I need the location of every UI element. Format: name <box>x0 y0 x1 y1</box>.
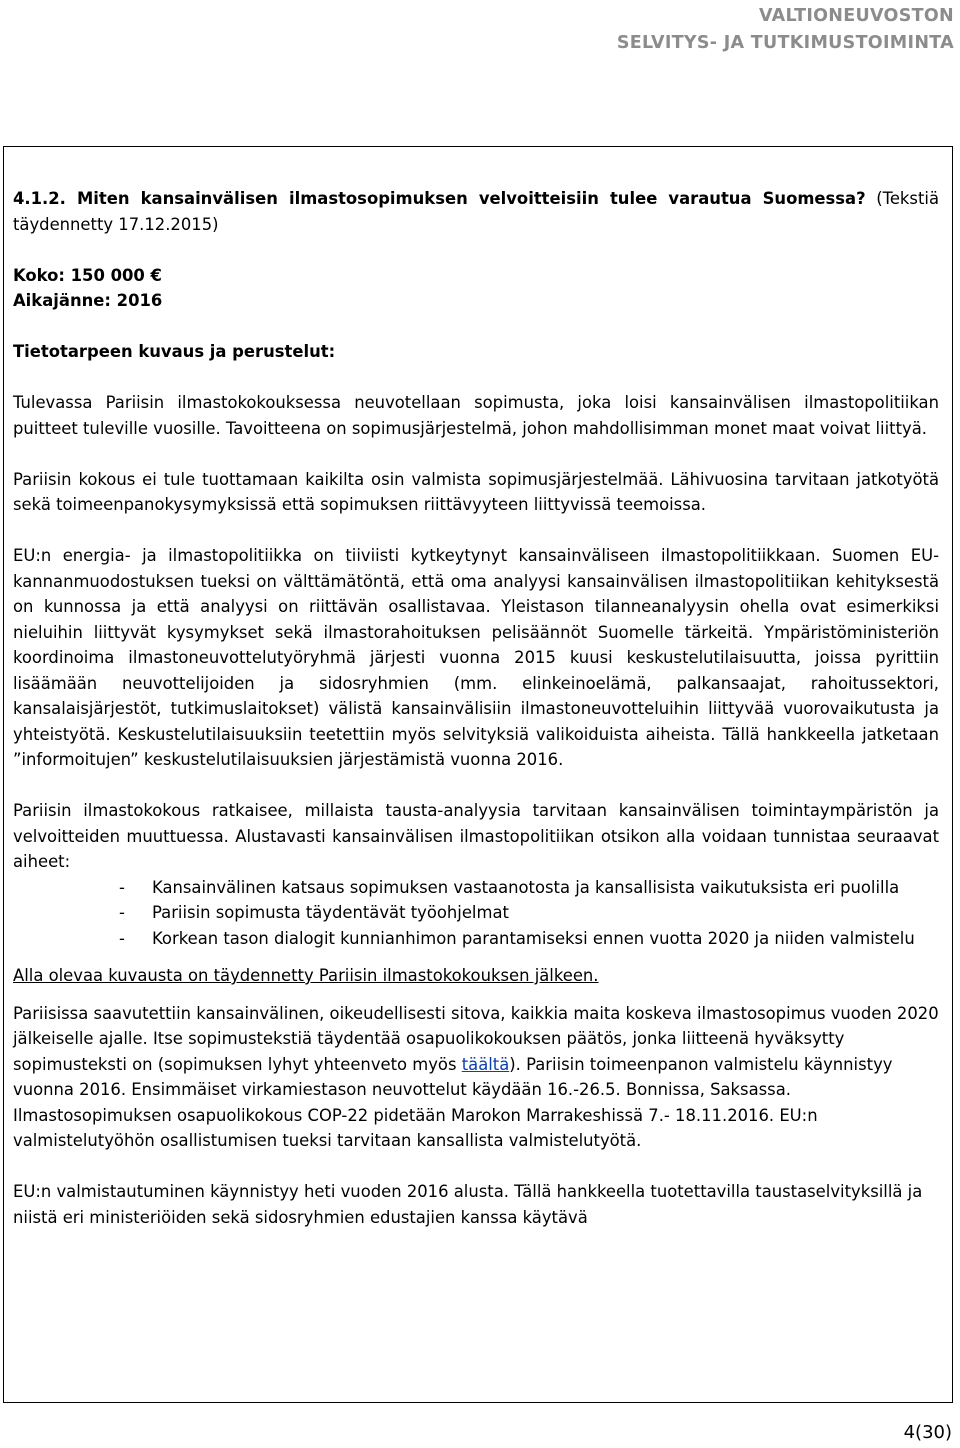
list-dash: - <box>119 903 125 922</box>
paragraph-2: Pariisin kokous ei tule tuottamaan kaikilta osin valmista sopimusjärjestelmää. Lähivuosina tarvitaan jatkotyötä sekä toimeenpanokysymyksissä että sopimuksen riittävyyteen liittyvissä teemoissa. <box>13 469 939 514</box>
paragraph-5: Pariisissa saavutettiin kansainvälinen, oikeudellisesti sitova, kaikkia maita koskeva ilmastosopimus vuoden 2020 jälkeiselle ajalle. Itse sopimustekstiä täydentää osapuolikokouksen päätös, jonka liitteenä hyväksytty sopimusteksti on (sopimuksen lyhyt yhteenveto myös täältä). Pariisin toimeenpanon valmistelu käynnistyy vuonna 2016. Ensimmäiset virkamiestason neuvottelut käydään 16.-26.5. Bonnissa, Saksassa. Ilmastosopimuksen osapuolikokous COP-22 pidetään Marokon Marrakeshissä 7.- 18.11.2016. EU:n valmistelutyöhön osallistumisen tueksi tarvitaan kansallista valmistelutyötä. <box>13 1003 939 1150</box>
list-dash: - <box>119 877 125 897</box>
list-item: - Korkean tason dialogit kunnianhimon parantamiseksi ennen vuotta 2020 ja niiden valmistelu <box>13 926 939 952</box>
paragraph-3: EU:n energia- ja ilmastopolitiikka on tiiviisti kytkeytynyt kansainväliseen ilmastopolitiikkaan. Suomen EU-kannanmuodostuksen tueksi on välttämätöntä, että oma analyysi kansainvälisen ilmastopolitiikan kehityksestä on kunnossa ja että analyysi on riittävän osallistavaa. Yleistason tilanneanalyysin ohella ovat esimerkiksi nieluihin liittyvät kysymykset sekä ilmastorahoituksen pelisäännöt Suomelle tärkeitä. Ympäristöministeriön koordinoima ilmastoneuvottelutyöryhmä järjesti vuonna 2015 kuusi keskustelutilaisuutta, joissa pyrittiin lisäämään neuvottelijoiden ja sidosryhmien (mm. elinkeinoelämä, palkansaajat, rahoitussektori, kansalaisjärjestöt, tutkimuslaitokset) välistä kansainvälisiin ilmastoneuvotteluihin liittyvää vuorovaikutusta ja yhteistyötä. Keskustelutilaisuuksiin teetettiin myös selvityksiä valikoiduista aiheista. Tällä hankkeella jatketaan ”informoitujen” keskustelutilaisuuksien järjestämistä vuonna 2016. <box>13 546 939 769</box>
paragraph-4: Pariisin ilmastokokous ratkaisee, millaista tausta-analyysia tarvitaan kansainvälisen toimintaympäristön ja velvoitteiden muuttuessa. Alustavasti kansainvälisen ilmastopolitiikan otsikon alla voidaan tunnistaa seuraavat aiheet: <box>13 801 939 871</box>
section-title: 4.1.2. Miten kansainvälisen ilmastosopimuksen velvoitteisiin tulee varautua Suomessa? <box>13 189 866 208</box>
section-heading <box>13 186 939 237</box>
summary-link[interactable]: täältä <box>461 1054 510 1074</box>
list-item: - Pariisin sopimusta täydentävät työohjelmat <box>13 900 939 926</box>
org-name-line2: SELVITYS- JA TUTKIMUSTOIMINTA <box>616 33 954 53</box>
project-period: Aikajänne: 2016 <box>13 291 163 310</box>
page-number: 4(30) <box>903 1422 952 1443</box>
org-name-line1: VALTIONEUVOSTON <box>759 6 954 26</box>
list-item: - Kansainvälinen katsaus sopimuksen vastaanotosta ja kansallisista vaikutuksista eri puolilla <box>13 875 939 901</box>
paragraph-6: EU:n valmistautuminen käynnistyy heti vuoden 2016 alusta. Tällä hankkeella tuotettavilla taustaselvityksillä ja niistä eri ministeriöiden sekä sidosryhmien edustajien kanssa käytävä <box>13 1182 923 1227</box>
project-size: Koko: 150 000 € <box>13 265 162 285</box>
description-subheading: Tietotarpeen kuvaus ja perustelut: <box>13 342 336 361</box>
list-dash: - <box>119 928 125 948</box>
update-note: Alla olevaa kuvausta on täydennetty Pariisin ilmastokokouksen jälkeen. <box>13 966 599 985</box>
topic-list <box>13 875 939 952</box>
section-update-note: (Tekstiä täydennetty 17.12.2015) <box>13 189 939 234</box>
document-body <box>13 186 939 1230</box>
organization-header <box>617 3 954 57</box>
paragraph-1: Tulevassa Pariisin ilmastokokouksessa neuvotellaan sopimusta, joka loisi kansainvälisen ilmastopolitiikan puitteet tuleville vuosille. Tavoitteena on sopimusjärjestelmä, johon mahdollisimman monet maat voivat liittyä. <box>13 393 939 438</box>
